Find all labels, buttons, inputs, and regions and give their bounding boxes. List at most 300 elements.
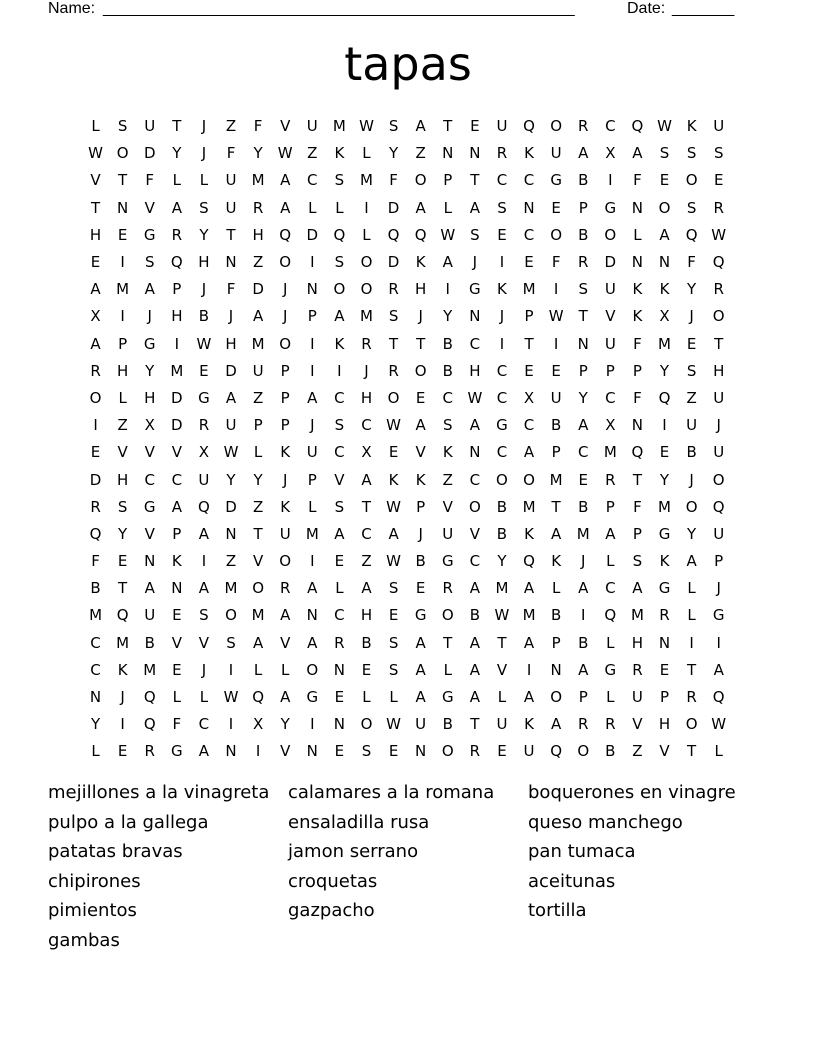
grid-letter[interactable]: W bbox=[386, 715, 401, 734]
grid-letter[interactable]: M bbox=[251, 171, 265, 190]
grid-letter[interactable]: P bbox=[172, 280, 182, 299]
grid-letter[interactable]: F bbox=[633, 171, 642, 190]
grid-letter[interactable]: R bbox=[361, 334, 372, 353]
grid-letter[interactable]: S bbox=[144, 253, 155, 272]
grid-letter[interactable]: E bbox=[90, 443, 101, 462]
grid-letter[interactable]: R bbox=[442, 579, 453, 598]
grid-letter[interactable]: R bbox=[659, 606, 670, 625]
grid-letter[interactable]: R bbox=[388, 280, 399, 299]
grid-letter[interactable]: O bbox=[550, 225, 563, 244]
grid-letter[interactable]: I bbox=[255, 742, 261, 761]
grid-letter[interactable]: E bbox=[361, 660, 372, 679]
grid-letter[interactable]: B bbox=[361, 633, 372, 652]
grid-letter[interactable]: Z bbox=[442, 470, 453, 489]
grid-letter[interactable]: R bbox=[605, 470, 616, 489]
grid-letter[interactable]: N bbox=[523, 198, 535, 217]
grid-letter[interactable]: Q bbox=[252, 688, 265, 707]
grid-letter[interactable]: N bbox=[415, 742, 427, 761]
grid-letter[interactable]: K bbox=[551, 552, 562, 571]
grid-letter[interactable]: N bbox=[333, 715, 345, 734]
grid-letter[interactable]: D bbox=[604, 253, 617, 272]
grid-letter[interactable]: F bbox=[687, 253, 696, 272]
grid-letter[interactable]: N bbox=[225, 742, 237, 761]
grid-letter[interactable]: N bbox=[577, 334, 589, 353]
grid-letter[interactable]: X bbox=[252, 715, 264, 734]
grid-letter[interactable]: Y bbox=[172, 144, 182, 163]
grid-letter[interactable]: F bbox=[551, 253, 561, 272]
grid-letter[interactable]: M bbox=[360, 307, 373, 326]
grid-letter[interactable]: B bbox=[496, 497, 508, 516]
grid-letter[interactable]: N bbox=[469, 307, 481, 326]
grid-letter[interactable]: L bbox=[443, 660, 452, 679]
grid-letter[interactable]: S bbox=[334, 416, 345, 435]
grid-letter[interactable]: S bbox=[686, 198, 697, 217]
grid-letter[interactable]: K bbox=[415, 253, 426, 272]
grid-letter[interactable]: O bbox=[523, 470, 535, 489]
grid-letter[interactable]: E bbox=[686, 334, 697, 353]
grid-letter[interactable]: K bbox=[659, 280, 670, 299]
grid-letter[interactable]: W bbox=[386, 497, 401, 516]
grid-letter[interactable]: A bbox=[469, 198, 480, 217]
grid-letter[interactable]: Y bbox=[118, 524, 128, 543]
grid-letter[interactable]: S bbox=[388, 660, 399, 679]
grid-letter[interactable]: O bbox=[414, 361, 427, 380]
grid-letter[interactable]: Q bbox=[523, 117, 535, 136]
grid-letter[interactable]: R bbox=[198, 416, 210, 435]
grid-letter[interactable]: I bbox=[337, 361, 342, 380]
grid-letter[interactable]: I bbox=[310, 253, 315, 272]
grid-letter[interactable]: M bbox=[495, 579, 509, 598]
grid-letter[interactable]: I bbox=[120, 253, 125, 272]
grid-letter[interactable]: U bbox=[225, 171, 237, 190]
grid-letter[interactable]: W bbox=[657, 117, 672, 136]
grid-letter[interactable]: T bbox=[687, 742, 697, 761]
grid-letter[interactable]: B bbox=[578, 497, 589, 516]
grid-letter[interactable]: J bbox=[282, 280, 288, 299]
grid-letter[interactable]: P bbox=[578, 361, 588, 380]
grid-letter[interactable]: L bbox=[606, 633, 615, 652]
grid-letter[interactable]: E bbox=[659, 443, 670, 462]
grid-letter[interactable]: Z bbox=[225, 552, 237, 571]
grid-letter[interactable]: U bbox=[415, 715, 427, 734]
grid-letter[interactable]: M bbox=[224, 579, 238, 598]
grid-letter[interactable]: V bbox=[144, 198, 155, 217]
grid-letter[interactable]: W bbox=[88, 144, 103, 163]
grid-letter[interactable]: N bbox=[117, 198, 129, 217]
grid-letter[interactable]: J bbox=[716, 416, 721, 435]
grid-letter[interactable]: Y bbox=[280, 715, 290, 734]
grid-letter[interactable]: M bbox=[658, 334, 671, 353]
grid-letter[interactable]: A bbox=[171, 497, 182, 516]
grid-letter[interactable]: E bbox=[199, 361, 209, 380]
grid-letter[interactable]: A bbox=[551, 524, 562, 543]
grid-letter[interactable]: B bbox=[578, 225, 589, 244]
grid-letter[interactable]: C bbox=[577, 443, 589, 462]
grid-letter[interactable]: A bbox=[632, 144, 643, 163]
grid-letter[interactable]: U bbox=[550, 144, 562, 163]
grid-letter[interactable]: U bbox=[306, 443, 318, 462]
grid-letter[interactable]: P bbox=[551, 443, 561, 462]
grid-letter[interactable]: S bbox=[388, 307, 399, 326]
grid-letter[interactable]: K bbox=[686, 117, 697, 136]
grid-letter[interactable]: R bbox=[605, 715, 616, 734]
grid-letter[interactable]: H bbox=[225, 334, 237, 353]
grid-letter[interactable]: E bbox=[117, 225, 128, 244]
grid-letter[interactable]: F bbox=[91, 552, 100, 571]
grid-letter[interactable]: Q bbox=[712, 688, 725, 707]
grid-letter[interactable]: P bbox=[605, 497, 615, 516]
grid-letter[interactable]: O bbox=[414, 171, 427, 190]
grid-letter[interactable]: J bbox=[201, 280, 207, 299]
grid-letter[interactable]: C bbox=[469, 334, 481, 353]
grid-letter[interactable]: F bbox=[633, 497, 642, 516]
grid-letter[interactable]: P bbox=[280, 361, 290, 380]
grid-letter[interactable]: G bbox=[604, 660, 617, 679]
grid-letter[interactable]: I bbox=[499, 334, 505, 353]
grid-letter[interactable]: O bbox=[550, 688, 563, 707]
grid-letter[interactable]: N bbox=[306, 606, 318, 625]
grid-letter[interactable]: A bbox=[523, 688, 535, 707]
grid-letter[interactable]: A bbox=[361, 470, 372, 489]
grid-letter[interactable]: W bbox=[223, 688, 239, 707]
grid-letter[interactable]: Q bbox=[387, 225, 400, 244]
grid-letter[interactable]: B bbox=[442, 715, 453, 734]
grid-letter[interactable]: V bbox=[415, 443, 426, 462]
grid-letter[interactable]: D bbox=[171, 388, 183, 407]
grid-letter[interactable]: R bbox=[496, 144, 508, 163]
grid-letter[interactable]: L bbox=[362, 144, 371, 163]
grid-letter[interactable]: A bbox=[469, 579, 480, 598]
grid-letter[interactable]: U bbox=[604, 334, 616, 353]
grid-letter[interactable]: J bbox=[120, 688, 125, 707]
grid-letter[interactable]: A bbox=[334, 524, 345, 543]
grid-letter[interactable]: O bbox=[225, 606, 237, 625]
grid-letter[interactable]: C bbox=[496, 443, 508, 462]
grid-letter[interactable]: K bbox=[117, 660, 128, 679]
grid-letter[interactable]: V bbox=[198, 633, 210, 652]
grid-letter[interactable]: C bbox=[144, 470, 155, 489]
grid-letter[interactable]: E bbox=[551, 361, 561, 380]
grid-letter[interactable]: B bbox=[550, 416, 562, 435]
grid-letter[interactable]: E bbox=[659, 660, 670, 679]
grid-letter[interactable]: F bbox=[172, 715, 182, 734]
grid-letter[interactable]: E bbox=[388, 606, 399, 625]
grid-letter[interactable]: F bbox=[253, 117, 263, 136]
grid-letter[interactable]: N bbox=[469, 443, 481, 462]
grid-letter[interactable]: X bbox=[361, 443, 372, 462]
grid-letter[interactable]: P bbox=[118, 334, 128, 353]
grid-letter[interactable]: L bbox=[497, 688, 507, 707]
grid-letter[interactable]: A bbox=[578, 579, 589, 598]
grid-letter[interactable]: K bbox=[415, 470, 426, 489]
grid-letter[interactable]: A bbox=[144, 579, 155, 598]
grid-letter[interactable]: A bbox=[578, 660, 589, 679]
grid-letter[interactable]: T bbox=[687, 660, 697, 679]
grid-letter[interactable]: S bbox=[713, 144, 724, 163]
grid-letter[interactable]: U bbox=[523, 742, 535, 761]
grid-letter[interactable]: L bbox=[606, 688, 615, 707]
grid-letter[interactable]: K bbox=[659, 552, 670, 571]
grid-letter[interactable]: J bbox=[581, 552, 586, 571]
grid-letter[interactable]: C bbox=[361, 416, 372, 435]
grid-letter[interactable]: F bbox=[226, 280, 236, 299]
grid-letter[interactable]: M bbox=[576, 524, 590, 543]
grid-letter[interactable]: N bbox=[306, 280, 318, 299]
grid-letter[interactable]: I bbox=[553, 280, 559, 299]
grid-letter[interactable]: G bbox=[441, 688, 454, 707]
grid-letter[interactable]: X bbox=[198, 443, 210, 462]
grid-letter[interactable]: Q bbox=[143, 715, 156, 734]
grid-letter[interactable]: R bbox=[578, 253, 589, 272]
grid-letter[interactable]: I bbox=[120, 307, 125, 326]
grid-letter[interactable]: D bbox=[89, 470, 102, 489]
grid-letter[interactable]: Z bbox=[225, 117, 237, 136]
grid-letter[interactable]: E bbox=[415, 388, 426, 407]
grid-letter[interactable]: K bbox=[524, 524, 534, 543]
grid-letter[interactable]: B bbox=[469, 606, 480, 625]
grid-letter[interactable]: A bbox=[90, 334, 101, 353]
grid-letter[interactable]: D bbox=[306, 225, 319, 244]
grid-letter[interactable]: R bbox=[469, 742, 481, 761]
grid-letter[interactable]: U bbox=[713, 443, 725, 462]
grid-letter[interactable]: C bbox=[171, 470, 183, 489]
grid-letter[interactable]: C bbox=[307, 171, 318, 190]
grid-letter[interactable]: M bbox=[143, 660, 157, 679]
grid-letter[interactable]: L bbox=[281, 660, 290, 679]
grid-letter[interactable]: G bbox=[143, 497, 156, 516]
grid-letter[interactable]: R bbox=[578, 715, 589, 734]
grid-letter[interactable]: A bbox=[388, 524, 399, 543]
grid-letter[interactable]: N bbox=[89, 688, 102, 707]
grid-letter[interactable]: A bbox=[307, 388, 318, 407]
grid-letter[interactable]: Y bbox=[443, 307, 453, 326]
grid-letter[interactable]: M bbox=[603, 443, 617, 462]
grid-letter[interactable]: T bbox=[118, 171, 128, 190]
grid-letter[interactable]: M bbox=[522, 497, 536, 516]
grid-letter[interactable]: H bbox=[117, 361, 129, 380]
grid-letter[interactable]: J bbox=[282, 470, 288, 489]
grid-letter[interactable]: Y bbox=[687, 524, 697, 543]
grid-letter[interactable]: A bbox=[252, 307, 264, 326]
grid-letter[interactable]: C bbox=[605, 579, 616, 598]
grid-letter[interactable]: H bbox=[658, 715, 671, 734]
grid-letter[interactable]: L bbox=[687, 579, 696, 598]
grid-letter[interactable]: O bbox=[279, 253, 292, 272]
grid-letter[interactable]: B bbox=[442, 334, 453, 353]
grid-letter[interactable]: L bbox=[335, 579, 344, 598]
grid-letter[interactable]: P bbox=[659, 688, 670, 707]
grid-letter[interactable]: A bbox=[252, 633, 264, 652]
grid-letter[interactable]: J bbox=[499, 307, 505, 326]
grid-letter[interactable]: K bbox=[632, 307, 643, 326]
grid-letter[interactable]: V bbox=[171, 443, 182, 462]
grid-letter[interactable]: Q bbox=[685, 225, 698, 244]
grid-letter[interactable]: A bbox=[713, 660, 724, 679]
grid-letter[interactable]: N bbox=[306, 742, 318, 761]
grid-letter[interactable]: S bbox=[632, 552, 643, 571]
grid-letter[interactable]: Y bbox=[145, 361, 155, 380]
grid-letter[interactable]: A bbox=[334, 307, 345, 326]
grid-letter[interactable]: E bbox=[497, 225, 507, 244]
grid-letter[interactable]: W bbox=[277, 144, 293, 163]
grid-letter[interactable]: A bbox=[415, 416, 426, 435]
grid-letter[interactable]: M bbox=[116, 633, 130, 652]
grid-letter[interactable]: E bbox=[524, 361, 534, 380]
grid-letter[interactable]: M bbox=[630, 606, 644, 625]
grid-letter[interactable]: Y bbox=[659, 361, 670, 380]
grid-letter[interactable]: P bbox=[280, 416, 290, 435]
grid-letter[interactable]: S bbox=[388, 579, 399, 598]
grid-letter[interactable]: T bbox=[416, 334, 426, 353]
grid-letter[interactable]: L bbox=[253, 443, 263, 462]
grid-letter[interactable]: U bbox=[144, 606, 156, 625]
grid-letter[interactable]: F bbox=[633, 388, 642, 407]
grid-letter[interactable]: N bbox=[631, 416, 644, 435]
grid-letter[interactable]: A bbox=[361, 579, 372, 598]
grid-letter[interactable]: R bbox=[713, 198, 724, 217]
grid-letter[interactable]: E bbox=[470, 117, 480, 136]
grid-letter[interactable]: V bbox=[171, 633, 182, 652]
grid-letter[interactable]: V bbox=[280, 117, 291, 136]
grid-letter[interactable]: A bbox=[415, 198, 426, 217]
grid-letter[interactable]: C bbox=[90, 660, 101, 679]
grid-letter[interactable]: E bbox=[334, 552, 345, 571]
grid-letter[interactable]: B bbox=[198, 307, 210, 326]
grid-letter[interactable]: R bbox=[171, 225, 183, 244]
grid-letter[interactable]: T bbox=[118, 579, 128, 598]
grid-letter[interactable]: M bbox=[522, 606, 536, 625]
grid-letter[interactable]: T bbox=[551, 497, 561, 516]
grid-letter[interactable]: E bbox=[659, 171, 670, 190]
grid-letter[interactable]: Q bbox=[170, 253, 183, 272]
grid-letter[interactable]: V bbox=[496, 660, 508, 679]
grid-letter[interactable]: P bbox=[605, 361, 615, 380]
grid-letter[interactable]: Y bbox=[199, 225, 209, 244]
grid-letter[interactable]: U bbox=[496, 117, 508, 136]
grid-letter[interactable]: H bbox=[198, 253, 210, 272]
grid-letter[interactable]: T bbox=[361, 497, 372, 516]
grid-letter[interactable]: G bbox=[306, 688, 319, 707]
grid-letter[interactable]: W bbox=[196, 334, 212, 353]
grid-letter[interactable]: T bbox=[443, 117, 453, 136]
grid-letter[interactable]: C bbox=[496, 171, 508, 190]
grid-letter[interactable]: A bbox=[280, 606, 291, 625]
grid-letter[interactable]: P bbox=[551, 633, 561, 652]
grid-letter[interactable]: P bbox=[307, 307, 317, 326]
grid-letter[interactable]: R bbox=[334, 633, 345, 652]
grid-letter[interactable]: N bbox=[631, 253, 644, 272]
grid-letter[interactable]: Z bbox=[361, 552, 372, 571]
grid-letter[interactable]: G bbox=[604, 198, 617, 217]
grid-letter[interactable]: S bbox=[388, 633, 399, 652]
grid-letter[interactable]: E bbox=[172, 606, 182, 625]
grid-letter[interactable]: A bbox=[523, 443, 535, 462]
grid-letter[interactable]: Q bbox=[279, 225, 292, 244]
grid-letter[interactable]: R bbox=[632, 660, 643, 679]
grid-letter[interactable]: D bbox=[387, 253, 400, 272]
grid-letter[interactable]: A bbox=[198, 742, 210, 761]
grid-letter[interactable]: S bbox=[497, 198, 507, 217]
grid-letter[interactable]: U bbox=[604, 280, 616, 299]
grid-letter[interactable]: X bbox=[605, 416, 616, 435]
grid-letter[interactable]: D bbox=[387, 198, 400, 217]
grid-letter[interactable]: S bbox=[117, 117, 128, 136]
grid-letter[interactable]: G bbox=[469, 280, 481, 299]
grid-letter[interactable]: U bbox=[631, 688, 643, 707]
grid-letter[interactable]: F bbox=[226, 144, 236, 163]
grid-letter[interactable]: Z bbox=[632, 742, 643, 761]
grid-letter[interactable]: W bbox=[548, 307, 564, 326]
grid-letter[interactable]: A bbox=[90, 280, 101, 299]
grid-letter[interactable]: P bbox=[443, 171, 453, 190]
grid-letter[interactable]: T bbox=[226, 225, 236, 244]
grid-letter[interactable]: N bbox=[333, 660, 345, 679]
grid-letter[interactable]: O bbox=[685, 171, 698, 190]
grid-letter[interactable]: W bbox=[223, 443, 239, 462]
grid-letter[interactable]: Q bbox=[523, 552, 535, 571]
grid-letter[interactable]: O bbox=[604, 225, 617, 244]
grid-letter[interactable]: A bbox=[198, 524, 210, 543]
grid-letter[interactable]: U bbox=[713, 524, 725, 543]
grid-letter[interactable]: H bbox=[415, 280, 427, 299]
grid-letter[interactable]: S bbox=[117, 497, 128, 516]
grid-letter[interactable]: R bbox=[713, 280, 724, 299]
grid-letter[interactable]: E bbox=[90, 253, 101, 272]
grid-letter[interactable]: C bbox=[361, 524, 372, 543]
grid-letter[interactable]: P bbox=[172, 524, 182, 543]
grid-letter[interactable]: C bbox=[469, 470, 481, 489]
grid-letter[interactable]: Z bbox=[307, 144, 318, 163]
grid-letter[interactable]: C bbox=[523, 171, 535, 190]
grid-letter[interactable]: E bbox=[172, 660, 182, 679]
grid-letter[interactable]: O bbox=[387, 388, 400, 407]
grid-letter[interactable]: E bbox=[334, 688, 345, 707]
grid-letter[interactable]: K bbox=[632, 280, 643, 299]
grid-letter[interactable]: I bbox=[608, 171, 613, 190]
grid-letter[interactable]: I bbox=[499, 253, 505, 272]
grid-letter[interactable]: H bbox=[360, 606, 373, 625]
grid-letter[interactable]: S bbox=[334, 497, 345, 516]
grid-letter[interactable]: M bbox=[549, 470, 563, 489]
grid-letter[interactable]: T bbox=[253, 524, 263, 543]
grid-letter[interactable]: W bbox=[359, 117, 374, 136]
grid-letter[interactable]: A bbox=[171, 198, 182, 217]
grid-letter[interactable]: H bbox=[171, 307, 183, 326]
grid-letter[interactable]: C bbox=[90, 633, 101, 652]
grid-letter[interactable]: L bbox=[443, 198, 452, 217]
grid-letter[interactable]: B bbox=[90, 579, 101, 598]
grid-letter[interactable]: E bbox=[713, 171, 724, 190]
grid-letter[interactable]: H bbox=[89, 225, 102, 244]
grid-letter[interactable]: V bbox=[659, 742, 670, 761]
grid-letter[interactable]: G bbox=[198, 388, 210, 407]
grid-letter[interactable]: V bbox=[334, 470, 345, 489]
grid-letter[interactable]: R bbox=[686, 688, 697, 707]
grid-letter[interactable]: V bbox=[144, 524, 155, 543]
grid-letter[interactable]: Z bbox=[686, 388, 697, 407]
grid-letter[interactable]: A bbox=[280, 198, 291, 217]
grid-letter[interactable]: V bbox=[117, 443, 128, 462]
grid-letter[interactable]: L bbox=[199, 171, 209, 190]
grid-letter[interactable]: K bbox=[524, 144, 534, 163]
grid-letter[interactable]: I bbox=[310, 715, 315, 734]
grid-letter[interactable]: N bbox=[550, 660, 562, 679]
grid-letter[interactable]: O bbox=[468, 497, 481, 516]
grid-letter[interactable]: C bbox=[198, 715, 210, 734]
grid-letter[interactable]: R bbox=[144, 742, 155, 761]
grid-letter[interactable]: E bbox=[551, 198, 561, 217]
grid-letter[interactable]: O bbox=[496, 470, 508, 489]
